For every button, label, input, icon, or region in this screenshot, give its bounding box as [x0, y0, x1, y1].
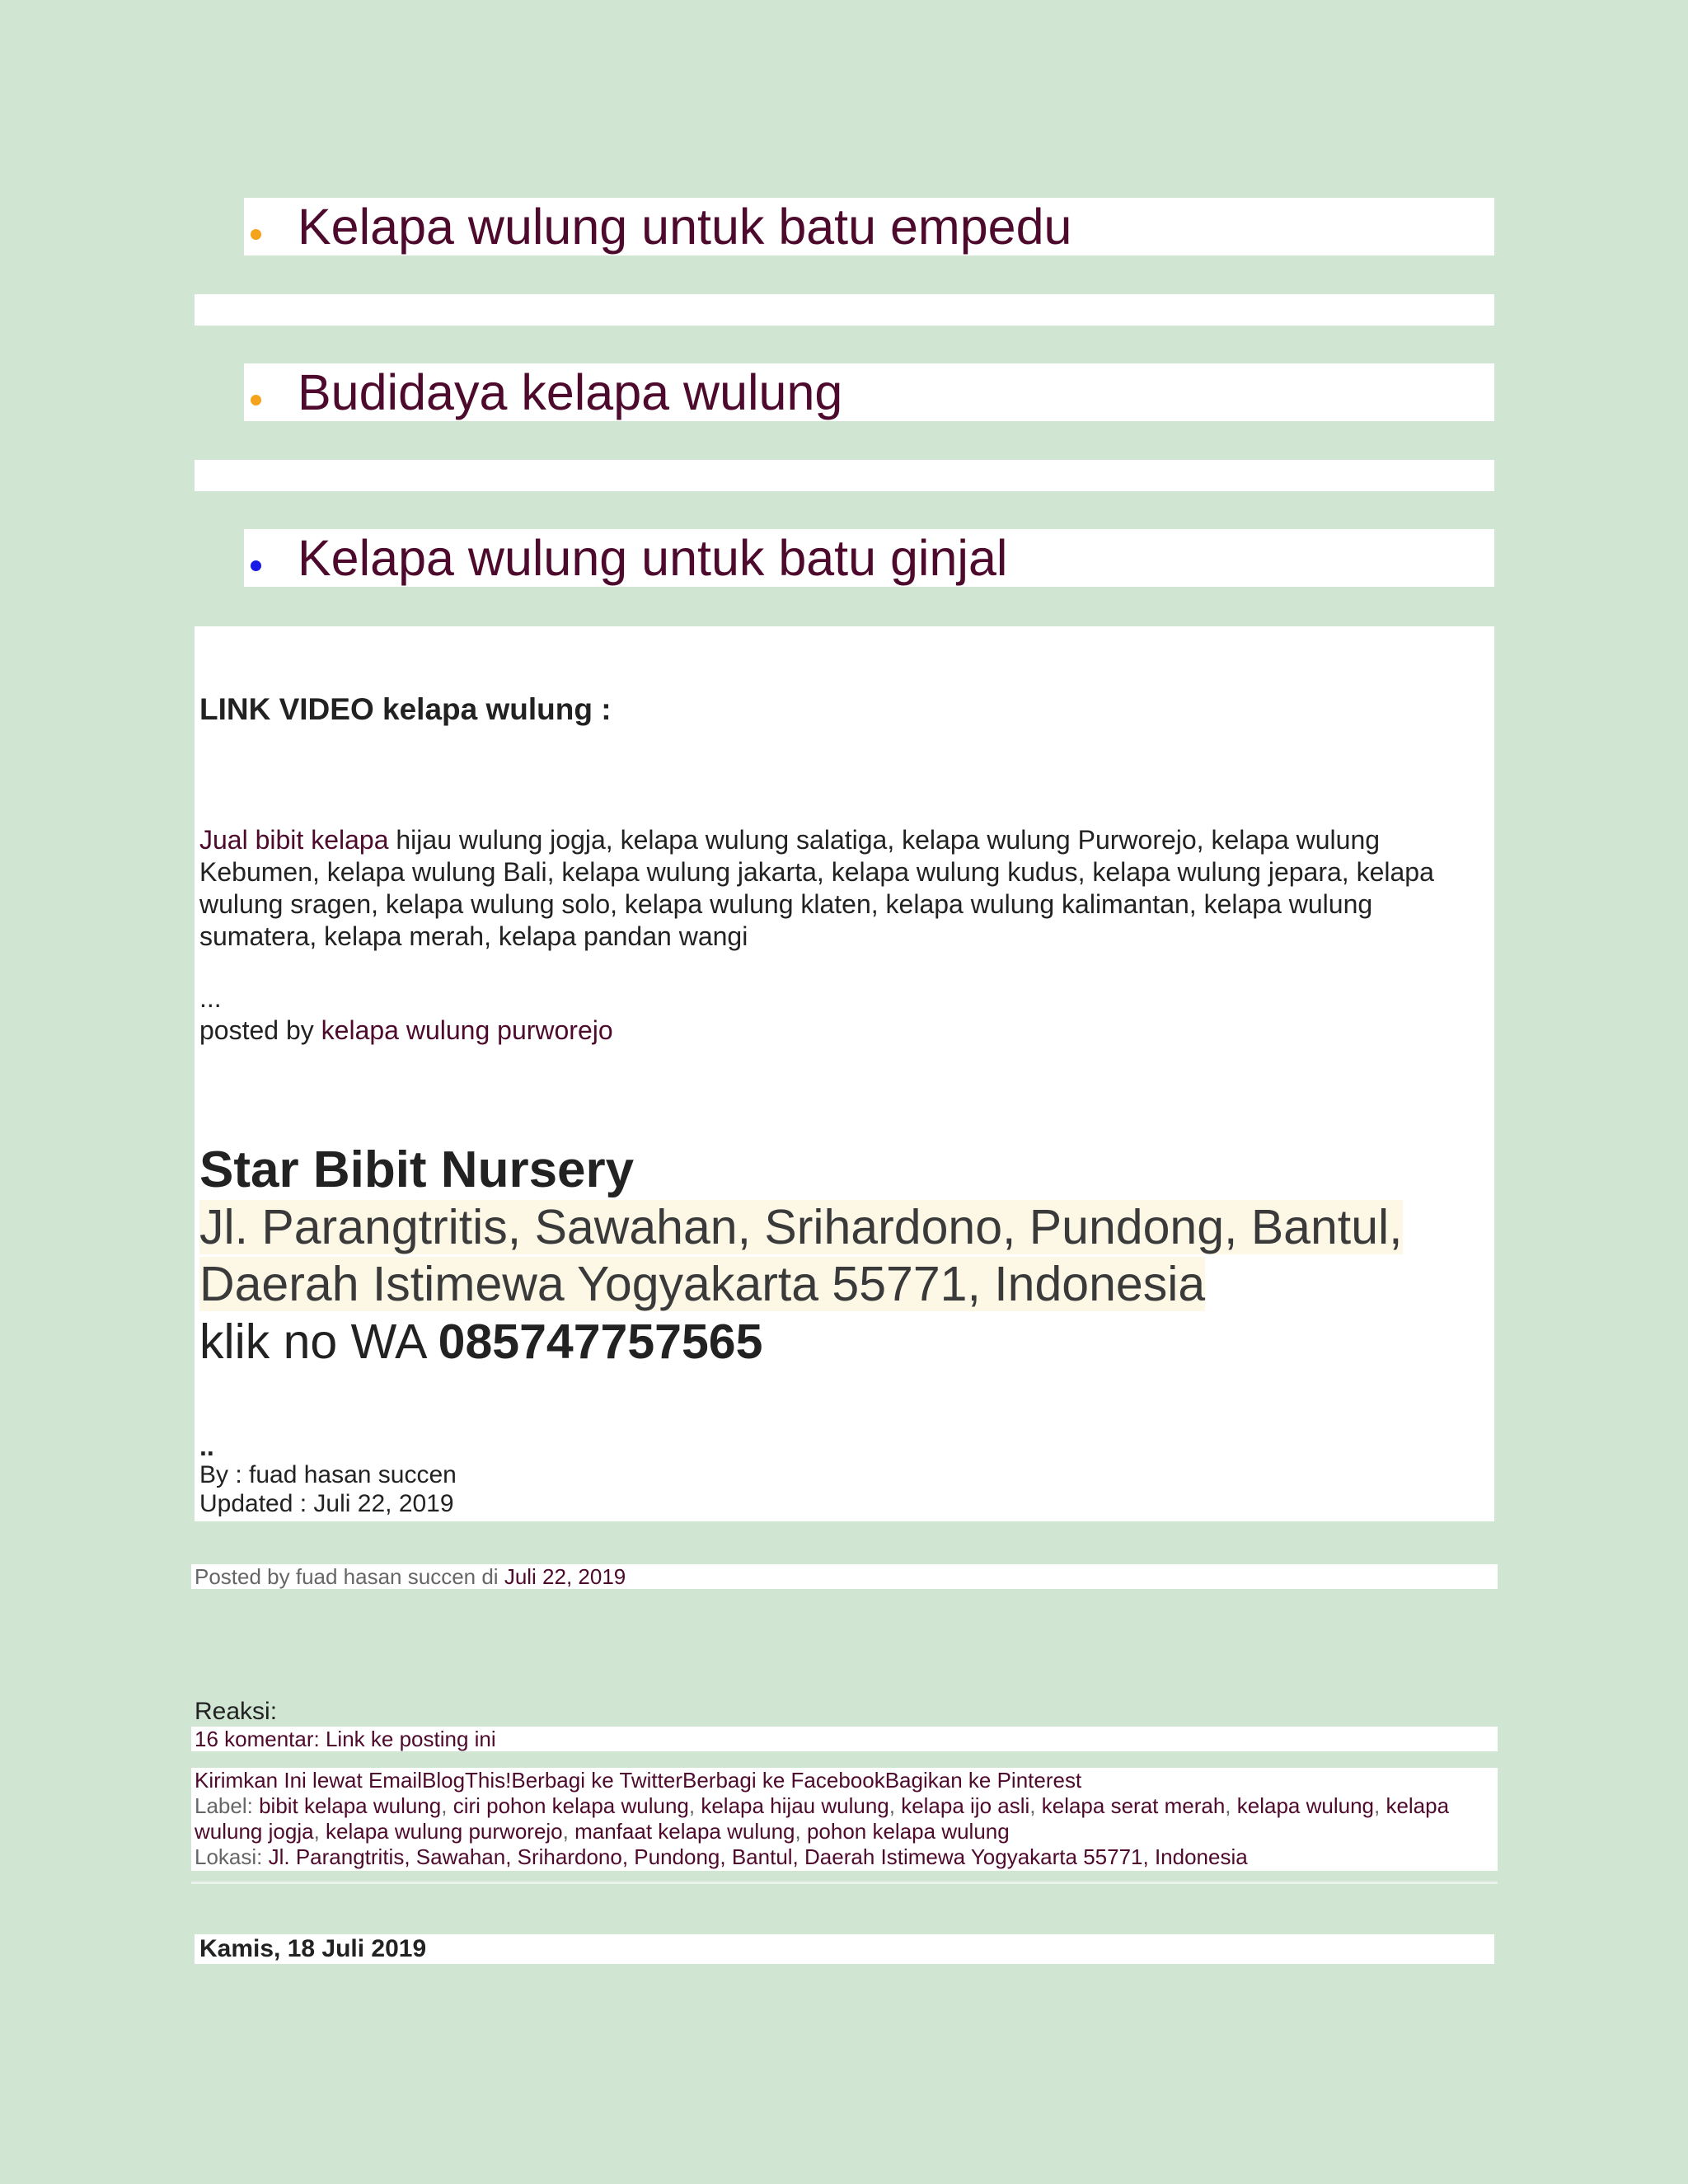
divider: [191, 1882, 1498, 1884]
label-link[interactable]: manfaat kelapa wulung: [574, 1819, 795, 1844]
posted-by-line: [199, 1015, 613, 1047]
label-prefix: Label:: [195, 1793, 260, 1818]
label-link[interactable]: pohon kelapa wulung: [806, 1819, 1010, 1844]
posted-by-label: posted by: [199, 1015, 321, 1045]
spacer-bar: [195, 460, 1494, 491]
wa-number: 085747757565: [438, 1315, 763, 1369]
updated-line: Updated : Juli 22, 2019: [199, 1490, 454, 1517]
paragraph-text: hijau wulung jogja, kelapa wulung salatiga, kelapa wulung Purworejo, kelapa wulung Kebumen, kelapa wulung Bali, kelapa wulung jakarta, kelapa wulung kudus, kelapa wulung jepara, kelapa wulung sragen, kelapa wulung solo, kelapa wulung klaten, kelapa wulung kalimantan, kelapa wulung sumatera, kelapa merah, kelapa pandan wangi: [199, 825, 1434, 951]
ellipsis-text: ...: [199, 983, 222, 1013]
wa-line: [199, 1313, 762, 1371]
post-body: [195, 626, 1494, 1521]
label-link[interactable]: kelapa hijau wulung: [701, 1793, 889, 1818]
post-date-link[interactable]: Juli 22, 2019: [504, 1564, 626, 1589]
nursery-name: Star Bibit Nursery: [199, 1141, 635, 1198]
bullet-item-1[interactable]: [244, 198, 1494, 255]
comments-link[interactable]: 16 komentar: Link ke posting ini: [195, 1727, 496, 1751]
address-line-1: Jl. Parangtritis, Sawahan, Srihardono, Pundong, Bantul,: [199, 1200, 1403, 1254]
label-link[interactable]: kelapa wulung: [1236, 1793, 1374, 1818]
blogthis-link[interactable]: BlogThis!: [421, 1768, 512, 1793]
bullet-link-text[interactable]: Kelapa wulung untuk batu empedu: [298, 199, 1072, 255]
post-footer-posted: [191, 1564, 1498, 1589]
label-link[interactable]: kelapa wulung purworejo: [326, 1819, 563, 1844]
lokasi-line: [195, 1844, 1498, 1870]
bullet-link-text[interactable]: Budidaya kelapa wulung: [298, 364, 843, 420]
bullet-link-text[interactable]: Kelapa wulung untuk batu ginjal: [298, 530, 1008, 586]
label-link[interactable]: bibit kelapa wulung: [259, 1793, 442, 1818]
share-facebook-link[interactable]: Berbagi ke Facebook: [682, 1768, 885, 1793]
label-link[interactable]: ciri pohon kelapa wulung: [452, 1793, 689, 1818]
bullet-dot-icon: [251, 229, 261, 240]
share-pinterest-link[interactable]: Bagikan ke Pinterest: [884, 1768, 1082, 1793]
reaksi-label: Reaksi:: [195, 1698, 278, 1725]
share-twitter-link[interactable]: Berbagi ke Twitter: [511, 1768, 682, 1793]
bullet-dot-icon: [251, 560, 261, 571]
jual-bibit-link[interactable]: Jual bibit kelapa: [199, 825, 389, 855]
spacer-bar: [195, 294, 1494, 326]
date-header: Kamis, 18 Juli 2019: [195, 1934, 1494, 1964]
share-block: [191, 1768, 1498, 1871]
bullet-item-2[interactable]: [244, 363, 1494, 421]
bullet-item-3[interactable]: [244, 529, 1494, 587]
labels-line: Label: bibit kelapa wulung, ciri pohon kelapa wulung, kelapa hijau wulung, kelapa ijo asli, kelapa serat merah, kelapa wulung, kelapa wulung jogja, kelapa wulung purworejo, manfaat kelapa wulung, pohon kelapa wulung: [195, 1793, 1450, 1844]
share-email-link[interactable]: Kirimkan Ini lewat Email: [195, 1768, 422, 1793]
share-links: [195, 1768, 1498, 1793]
nursery-address: [199, 1199, 1403, 1313]
post-paragraph: [199, 824, 1477, 953]
comments-bar: [191, 1727, 1498, 1751]
label-link[interactable]: kelapa serat merah: [1041, 1793, 1226, 1818]
double-dot: ..: [199, 1432, 214, 1461]
lokasi-link[interactable]: Jl. Parangtritis, Sawahan, Srihardono, Pundong, Bantul, Daerah Istimewa Yogyakarta 55771, Indonesia: [268, 1844, 1248, 1869]
label-link[interactable]: kelapa ijo asli: [901, 1793, 1030, 1818]
wa-label: klik no WA: [199, 1315, 438, 1369]
label-link[interactable]: kelapa wulung jogja: [195, 1793, 1450, 1844]
bullet-dot-icon: [251, 395, 261, 405]
posted-by-author: Posted by fuad hasan succen di: [195, 1564, 504, 1589]
link-video-heading: LINK VIDEO kelapa wulung :: [199, 692, 612, 726]
author-line: By : fuad hasan succen: [199, 1461, 457, 1488]
address-line-2: Daerah Istimewa Yogyakarta 55771, Indonesia: [199, 1257, 1206, 1311]
posted-by-link[interactable]: kelapa wulung purworejo: [321, 1015, 613, 1045]
lokasi-prefix: Lokasi:: [195, 1844, 269, 1869]
